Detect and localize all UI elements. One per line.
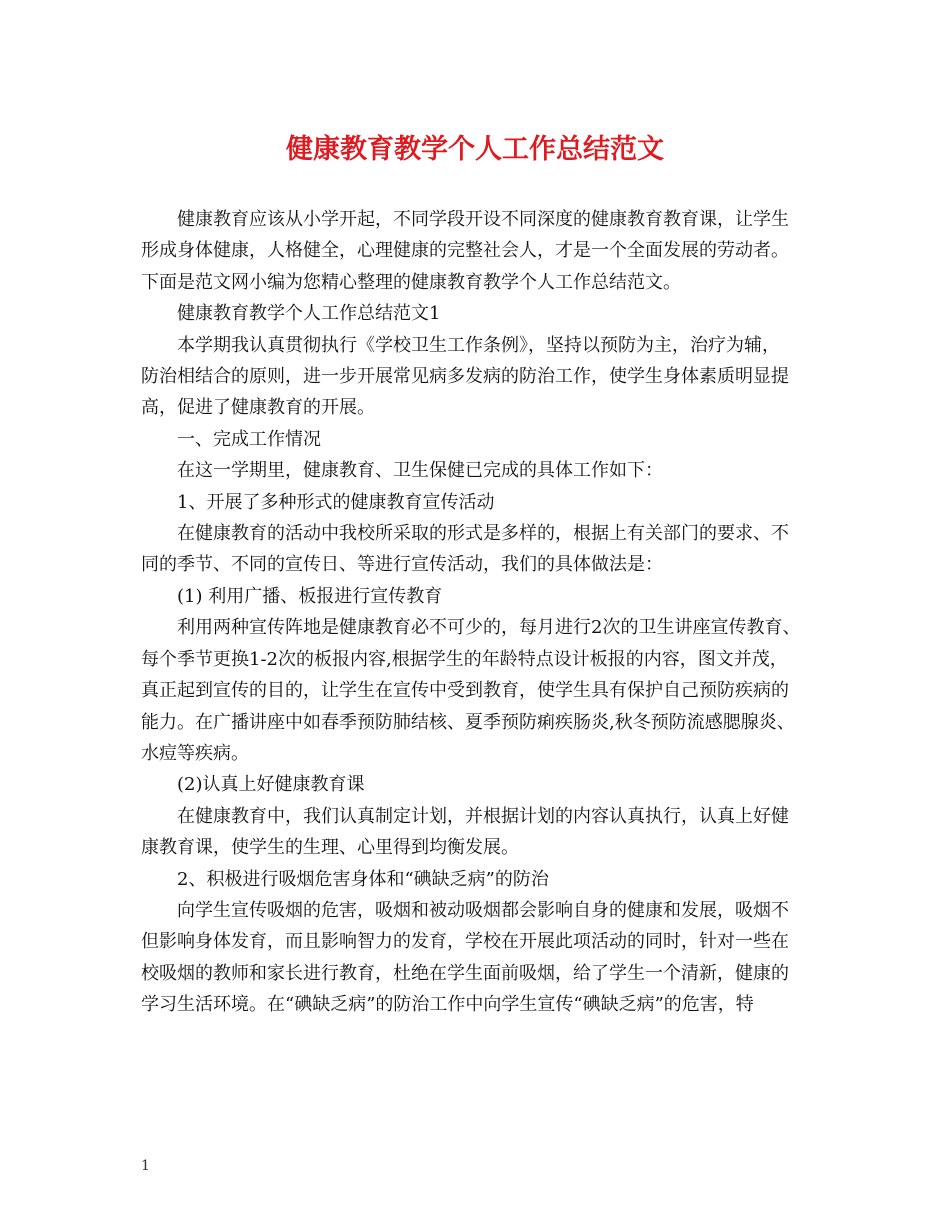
text-line: 但影响身体发育，而且影响智力的发育，学校在开展此项活动的同时，针对一些在	[141, 931, 789, 953]
text-line: 一、完成工作情况	[177, 428, 321, 450]
text-line: (2)认真上好健康教育课	[177, 774, 365, 796]
text-line: 在健康教育的活动中我校所采取的形式是多样的，根据上有关部门的要求、不	[177, 523, 789, 545]
section-heading	[141, 424, 813, 455]
text-line: 下面是范文网小编为您精心整理的健康教育教学个人工作总结范文。	[141, 271, 681, 293]
paragraph	[141, 330, 813, 424]
paragraph	[141, 801, 813, 864]
text-line: 健康教育教学个人工作总结范文1	[177, 303, 441, 325]
section-heading	[141, 581, 813, 612]
text-line: 在这一学期里，健康教育、卫生保健已完成的具体工作如下：	[177, 460, 663, 482]
text-line: 2、积极进行吸烟危害身体和“碘缺乏病”的防治	[177, 868, 549, 890]
text-line: 真正起到宣传的目的，让学生在宣传中受到教育，使学生具有保护自己预防疾病的	[141, 680, 789, 702]
text-line: 在健康教育中，我们认真制定计划，并根据计划的内容认真执行，认真上好健	[177, 805, 789, 827]
text-line: 向学生宣传吸烟的危害，吸烟和被动吸烟都会影响自身的健康和发展，吸烟不	[177, 899, 789, 921]
page-number: 1	[141, 1158, 150, 1174]
section-heading	[141, 298, 813, 329]
document-body	[141, 204, 813, 1021]
text-line: 校吸烟的教师和家长进行教育，杜绝在学生面前吸烟，给了学生一个清新，健康的	[141, 962, 789, 984]
text-line: 康教育课，使学生的生理、心里得到均衡发展。	[141, 837, 519, 859]
text-line: 能力。在广播讲座中如春季预防肺结核、夏季预防痢疾肠炎,秋冬预防流感腮腺炎、	[141, 711, 795, 733]
text-line: 高，促进了健康教育的开展。	[141, 397, 375, 419]
paragraph	[141, 612, 813, 769]
text-line: 水痘等疾病。	[141, 742, 249, 764]
text-line: 同的季节、不同的宣传日、等进行宣传活动，我们的具体做法是：	[141, 554, 663, 576]
text-line: (1) 利用广播、板报进行宣传教育	[177, 585, 443, 607]
text-line: 健康教育应该从小学开起，不同学段开设不同深度的健康教育教育课，让学生	[177, 209, 789, 230]
text-line: 形成身体健康，人格健全，心理健康的完整社会人，才是一个全面发展的劳动者。	[141, 240, 789, 262]
section-heading	[141, 864, 813, 895]
text-line: 1、开展了多种形式的健康教育宣传活动	[177, 491, 495, 513]
paragraph	[141, 895, 813, 1021]
text-line: 防治相结合的原则，进一步开展常见病多发病的防治工作，使学生身体素质明显提	[141, 366, 789, 388]
section-heading	[141, 769, 813, 800]
paragraph	[141, 455, 813, 486]
section-heading	[141, 487, 813, 518]
text-line: 本学期我认真贯彻执行《学校卫生工作条例》，坚持以预防为主，治疗为辅，	[177, 334, 780, 356]
paragraph-intro	[141, 204, 813, 298]
text-line: 学习生活环境。在“碘缺乏病”的防治工作中向学生宣传“碘缺乏病”的危害，特	[141, 994, 754, 1016]
document-title: 健康教育教学个人工作总结范文	[286, 134, 664, 165]
paragraph	[141, 518, 813, 581]
text-line: 利用两种宣传阵地是健康教育必不可少的，每月进行2次的卫生讲座宣传教育、	[177, 617, 801, 639]
text-line: 每个季节更换1-2次的板报内容,根据学生的年龄特点设计板报的内容，图文并茂，	[141, 648, 788, 670]
